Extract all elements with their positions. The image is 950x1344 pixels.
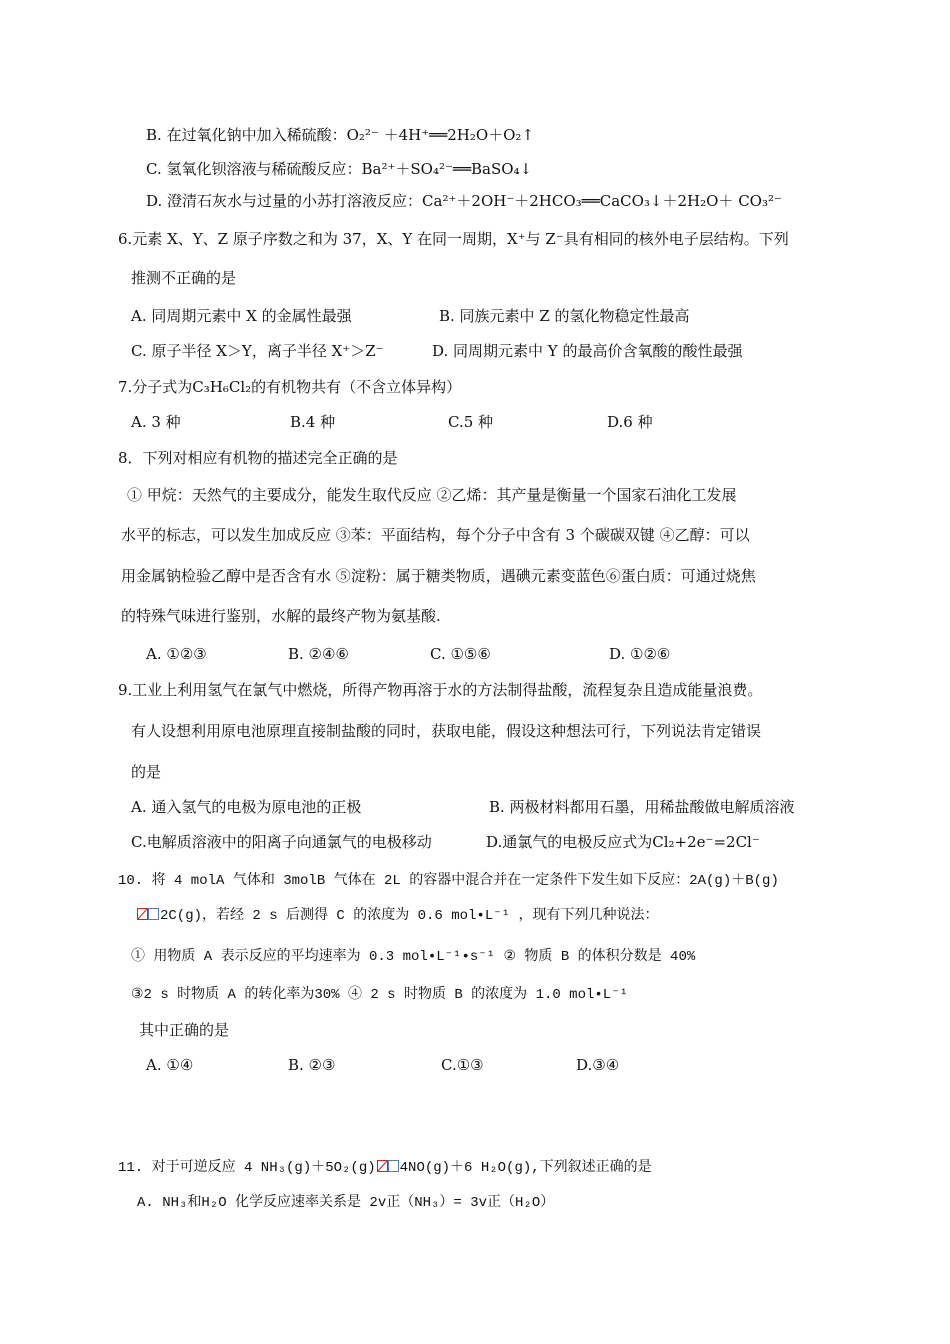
question-7-option-d: D.6 种 xyxy=(607,413,653,431)
question-10-option-d: D.③④ xyxy=(576,1056,620,1074)
question-5-option-b xyxy=(146,125,534,145)
question-11-option-a: A. NH₃和H₂O 化学反应速率关系是 2v正（NH₃）= 3v正（H₂O） xyxy=(137,1195,555,1211)
question-8-line3: 用金属钠检验乙醇中是否含有水 ⑤淀粉：属于糖类物质，遇碘元素变蓝色⑥蛋白质：可通过烧焦 xyxy=(121,567,756,585)
question-6-option-b: B. 同族元素中 Z 的氢化物稳定性最高 xyxy=(439,307,690,325)
question-8-stem: 8．下列对相应有机物的描述完全正确的是 xyxy=(118,449,398,467)
question-10-option-c: C.①③ xyxy=(441,1056,484,1074)
question-9-option-a: A. 通入氢气的电极为原电池的正极 xyxy=(131,798,362,816)
question-7-option-b: B.4 种 xyxy=(290,413,336,431)
question-7-stem: 7.分子式为C₃H₆Cl₂的有机物共有（不含立体异构） xyxy=(118,378,462,396)
question-6-stem-line2: 推测不正确的是 xyxy=(131,269,237,287)
q11-stem-pre: 11. 对于可逆反应 4 NH₃(g)＋5O₂(g) xyxy=(118,1160,376,1176)
question-11-stem xyxy=(118,1158,652,1178)
question-8-option-d: D. ①②⑥ xyxy=(609,645,671,663)
reversible-arrow-icon xyxy=(137,908,159,920)
q10-stem-line2-text: 2C(g)，若经 2 s 后测得 C 的浓度为 0.6 mol•L⁻¹ ，现有下列几种说法： xyxy=(160,908,659,924)
question-6-option-d: D. 同周期元素中 Y 的最高价含氧酸的酸性最强 xyxy=(432,342,743,360)
q5-c-label: C. xyxy=(146,160,162,178)
question-5-option-d xyxy=(146,191,782,211)
question-8-option-b: B. ②④⑥ xyxy=(288,645,349,663)
question-7-option-a: A. 3 种 xyxy=(131,413,181,431)
question-8-option-a: A. ①②③ xyxy=(146,645,207,663)
q5-d-label: D. xyxy=(146,192,163,210)
q11-stem-post: 4NO(g)＋6 H₂O(g),下列叙述正确的是 xyxy=(399,1160,652,1176)
question-10-option-b: B. ②③ xyxy=(288,1056,336,1074)
question-10-option-a: A. ①④ xyxy=(146,1056,194,1074)
question-10-stem-line3: 其中正确的是 xyxy=(139,1021,230,1039)
question-9-option-c: C.电解质溶液中的阳离子向通氯气的电极移动 xyxy=(131,833,432,851)
question-9-option-b: B. 两极材料都用石墨，用稀盐酸做电解质溶液 xyxy=(489,798,795,816)
q5-b-text: 在过氧化钠中加入稀硫酸：O₂²⁻ ＋4H⁺══2H₂O＋O₂↑ xyxy=(166,126,535,144)
question-9-stem-line2: 有人设想利用原电池原理直接制盐酸的同时，获取电能，假设这种想法可行，下列说法肯定错误 xyxy=(131,722,762,740)
question-9-stem-line1: 9.工业上利用氢气在氯气中燃烧，所得产物再溶于水的方法制得盐酸，流程复杂且造成能量浪费。 xyxy=(118,681,763,699)
question-7-option-c: C.5 种 xyxy=(448,413,494,431)
q5-d-text: 澄清石灰水与过量的小苏打溶液反应：Ca²⁺＋2OH⁻＋2HCO₃══CaCO₃↓＋2H₂O＋ CO₃²⁻ xyxy=(167,192,782,210)
question-5-option-c xyxy=(146,159,532,179)
question-6-option-c: C. 原子半径 X＞Y，离子半径 X⁺＞Z⁻ xyxy=(131,342,384,360)
question-10-stem-line2 xyxy=(136,906,658,926)
question-8-line4: 的特殊气味进行鉴别，水解的最终产物为氨基酸. xyxy=(121,607,441,625)
q5-c-text: 氢氧化钡溶液与稀硫酸反应：Ba²⁺＋SO₄²⁻══BaSO₄↓ xyxy=(166,160,533,178)
question-8-line1: ① 甲烷：天然气的主要成分，能发生取代反应 ②乙烯：其产量是衡量一个国家石油化工发展 xyxy=(127,486,737,504)
question-8-option-c: C. ①⑤⑥ xyxy=(430,645,491,663)
question-9-option-d: D.通氯气的电极反应式为Cl₂+2e⁻=2Cl⁻ xyxy=(486,833,760,851)
question-10-statements-line1: ① 用物质 A 表示反应的平均速率为 0.3 mol•L⁻¹•s⁻¹ ② 物质 B 的体积分数是 40% xyxy=(131,949,696,965)
q5-b-label: B. xyxy=(146,126,162,144)
question-8-line2: 水平的标志，可以发生加成反应 ③苯：平面结构，每个分子中含有 3 个碳碳双键 ④乙醇：可以 xyxy=(121,526,750,544)
question-10-stem-line1: 10. 将 4 molA 气体和 3molB 气体在 2L 的容器中混合并在一定条件下发生如下反应：2A(g)＋B(g) xyxy=(118,873,779,889)
question-6-stem-line1: 6.元素 X、Y、Z 原子序数之和为 37，X、Y 在同一周期，X⁺与 Z⁻具有相同的核外电子层结构。下列 xyxy=(118,230,789,248)
reversible-arrow-icon xyxy=(377,1160,399,1172)
question-9-stem-line3: 的是 xyxy=(131,763,162,781)
question-10-statements-line2: ③2 s 时物质 A 的转化率为30% ④ 2 s 时物质 B 的浓度为 1.0 mol•L⁻¹ xyxy=(131,987,629,1003)
question-6-option-a: A. 同周期元素中 X 的金属性最强 xyxy=(131,307,352,325)
